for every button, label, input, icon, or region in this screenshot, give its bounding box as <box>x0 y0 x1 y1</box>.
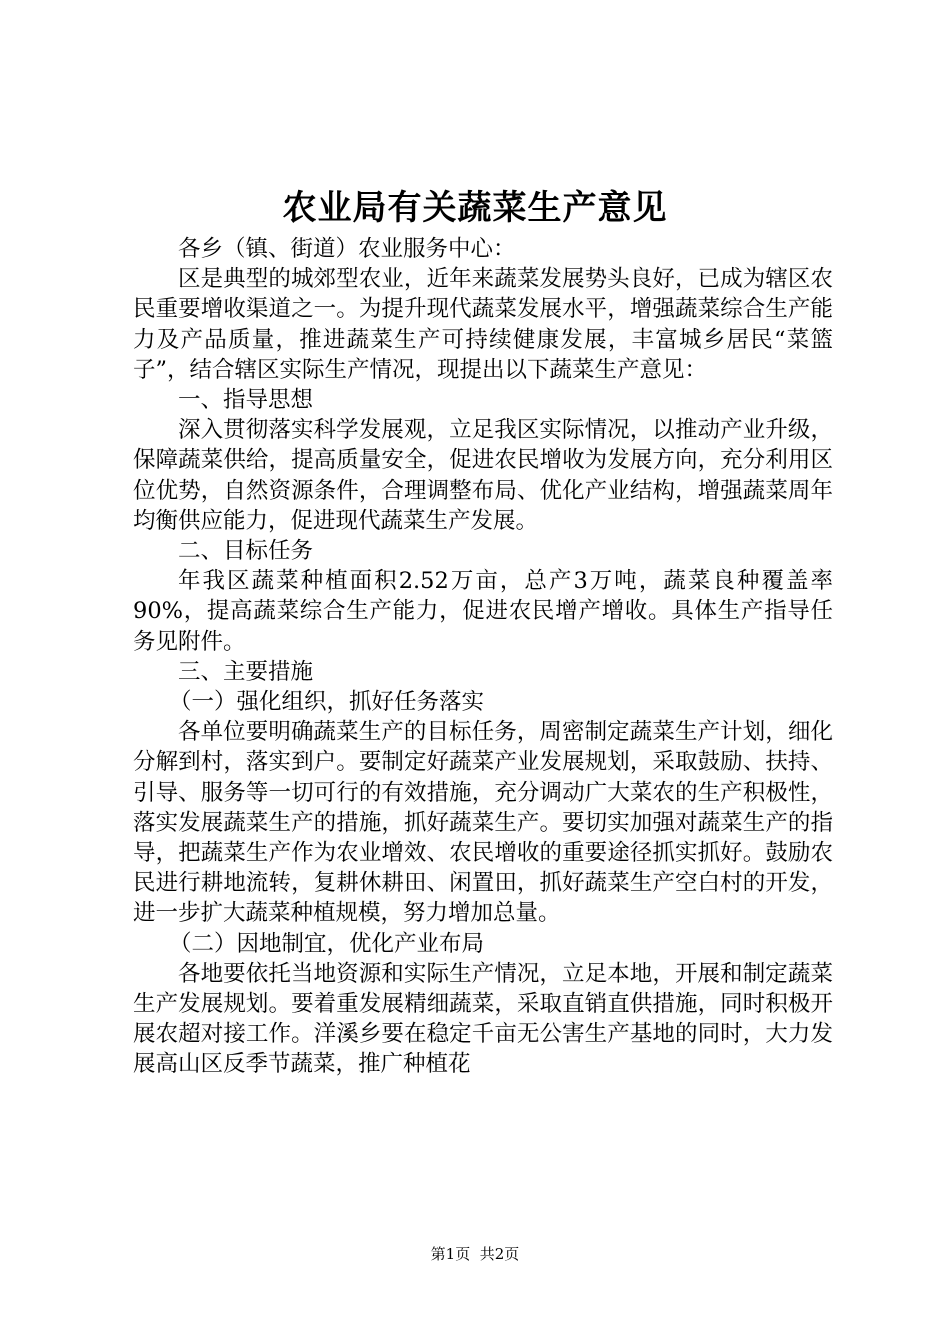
paragraph-intro: 区是典型的城郊型农业，近年来蔬菜发展势头良好，已成为辖区农民重要增收渠道之一。为提升现代蔬菜发展水平，增强蔬菜综合生产能力及产品质量，推进蔬菜生产可持续健康发展，丰富城乡居民“菜篮子”，结合辖区实际生产情况，现提出以下蔬菜生产意见： <box>133 266 833 383</box>
page-footer <box>0 1243 950 1264</box>
paragraph-target-tasks: 年我区蔬菜种植面积2.52万亩，总产3万吨，蔬菜良种覆盖率90%，提高蔬菜综合生产能力，促进农民增产增收。具体生产指导任务见附件。 <box>133 568 833 655</box>
section-heading-target-tasks: 二、目标任务 <box>178 538 314 565</box>
salutation: 各乡（镇、街道）农业服务中心： <box>178 236 516 262</box>
page-number: 第1页 <box>430 1245 471 1263</box>
page-total: 共2页 <box>479 1245 520 1263</box>
subheading-strengthen-organization: （一）强化组织，抓好任务落实 <box>169 689 485 716</box>
document-title: 农业局有关蔬菜生产意见 <box>282 188 668 228</box>
subheading-adapt-local-conditions: （二）因地制宜，优化产业布局 <box>169 930 485 957</box>
section-heading-guiding-ideology: 一、指导思想 <box>178 387 314 414</box>
paragraph-adapt-local-conditions: 各地要依托当地资源和实际生产情况，立足本地，开展和制定蔬菜生产发展规划。要着重发展精细蔬菜，采取直销直供措施，同时积极开展农超对接工作。洋溪乡要在稳定千亩无公害生产基地的同时，大力发展高山区反季节蔬菜，推广种植花 <box>133 960 833 1078</box>
paragraph-strengthen-organization: 各单位要明确蔬菜生产的目标任务，周密制定蔬菜生产计划，细化分解到村，落实到户。要制定好蔬菜产业发展规划，采取鼓励、扶持、引导、服务等一切可行的有效措施，充分调动广大菜农的生产积极性，落实发展蔬菜生产的措施，抓好蔬菜生产。要切实加强对蔬菜生产的指导，把蔬菜生产作为农业增效、农民增收的重要途径抓实抓好。鼓励农民进行耕地流转，复耕休耕田、闲置田，抓好蔬菜生产空白村的开发，进一步扩大蔬菜种植规模，努力增加总量。 <box>133 719 833 927</box>
document-body <box>133 234 833 1080</box>
section-heading-main-measures: 三、主要措施 <box>178 658 314 685</box>
paragraph-guiding-ideology: 深入贯彻落实科学发展观，立足我区实际情况，以推动产业升级，保障蔬菜供给，提高质量安全，促进农民增收为发展方向，充分利用区位优势，自然资源条件，合理调整布局、优化产业结构，增强蔬菜周年均衡供应能力，促进现代蔬菜生产发展。 <box>133 417 833 534</box>
